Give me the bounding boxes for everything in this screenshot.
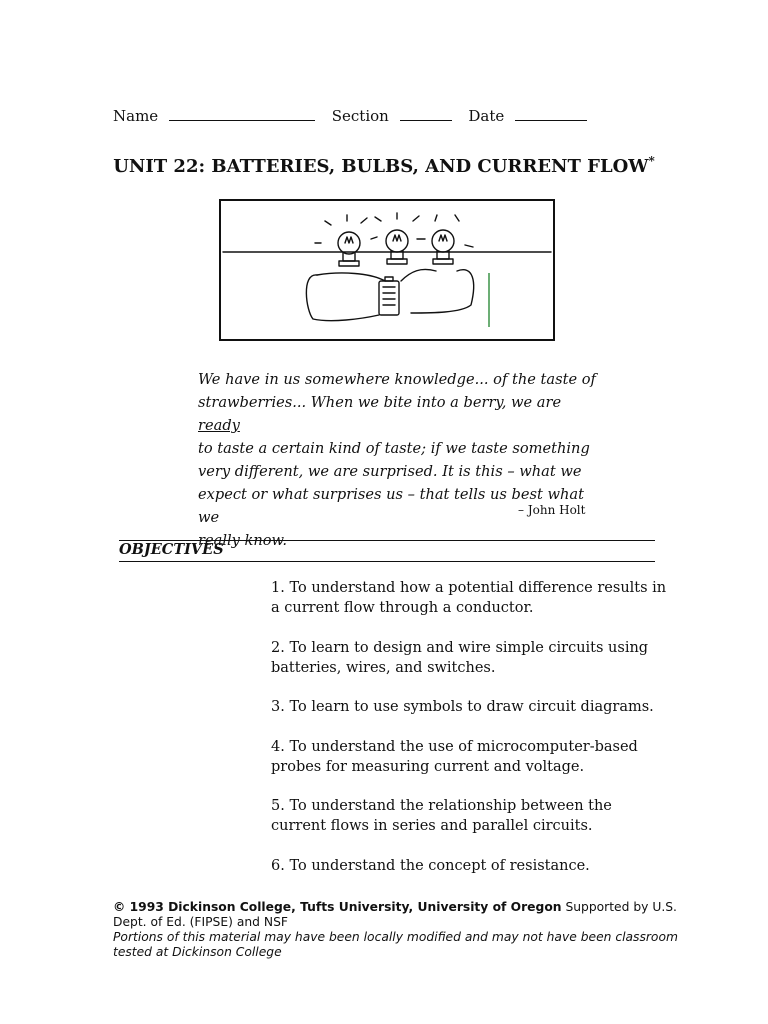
- name-blank[interactable]: [169, 106, 315, 121]
- copyright-holders: © 1993 Dickinson College, Tufts University, University of Oregon: [113, 900, 562, 914]
- unit-title: [0, 154, 768, 177]
- objective-item: 4. To understand the use of microcomputer-based probes for measuring current and voltage.: [271, 738, 638, 775]
- quote-attribution: – John Holt: [518, 503, 586, 517]
- objectives-list: [271, 578, 671, 895]
- footnote-mark: *: [648, 154, 655, 168]
- objective-item: 2. To learn to design and wire simple circuits using batteries, wires, and switches.: [271, 639, 649, 676]
- unit-title-text: UNIT 22: BATTERIES, BULBS, AND CURRENT FLOW: [113, 156, 649, 177]
- funding-note: Supported by U.S. Dept. of Ed. (FIPSE) and NSF: [113, 900, 677, 929]
- objective-item: 1. To understand how a potential difference results in a current flow through a conductor.: [271, 580, 667, 616]
- section-label: Section: [331, 107, 389, 125]
- section-blank[interactable]: [400, 106, 452, 121]
- quote-line: really know.: [198, 532, 287, 549]
- name-label: Name: [113, 107, 159, 125]
- quote-line: to taste a certain kind of taste; if we taste something: [198, 440, 590, 457]
- quote-line: We have in us somewhere knowledge... of the taste of: [198, 371, 596, 388]
- objective-item: 6. To understand the concept of resistance.: [271, 857, 590, 874]
- quote-line: expect or what surprises us – that tells us best what we: [198, 486, 584, 526]
- objective-item: 3. To learn to use symbols to draw circuit diagrams.: [271, 699, 654, 715]
- copyright-footer: [113, 900, 713, 960]
- bulb-circuit-sketch: [221, 201, 553, 339]
- modification-note: Portions of this material may have been locally modified and may not have been classroom tested at Dickinson College: [113, 930, 678, 959]
- student-info-row: [113, 106, 593, 125]
- objective-item: 5. To understand the relationship between the current flows in series and parallel circuits.: [271, 798, 612, 834]
- date-blank[interactable]: [515, 106, 587, 121]
- date-label: Date: [468, 107, 505, 125]
- quote-line: very different, we are surprised. It is this – what we: [198, 463, 582, 480]
- quote-line: [198, 391, 598, 437]
- quote-line-part: strawberries... When we bite into a berry, we are: [198, 394, 562, 411]
- objectives-bottom-rule: [119, 561, 655, 562]
- quote-emphasis-ready: ready: [198, 417, 240, 434]
- epigraph-quote: [198, 368, 598, 552]
- objectives-heading: OBJECTIVES: [119, 541, 224, 558]
- bulbs-battery-illustration: [219, 199, 555, 341]
- copyright-line: [113, 900, 713, 930]
